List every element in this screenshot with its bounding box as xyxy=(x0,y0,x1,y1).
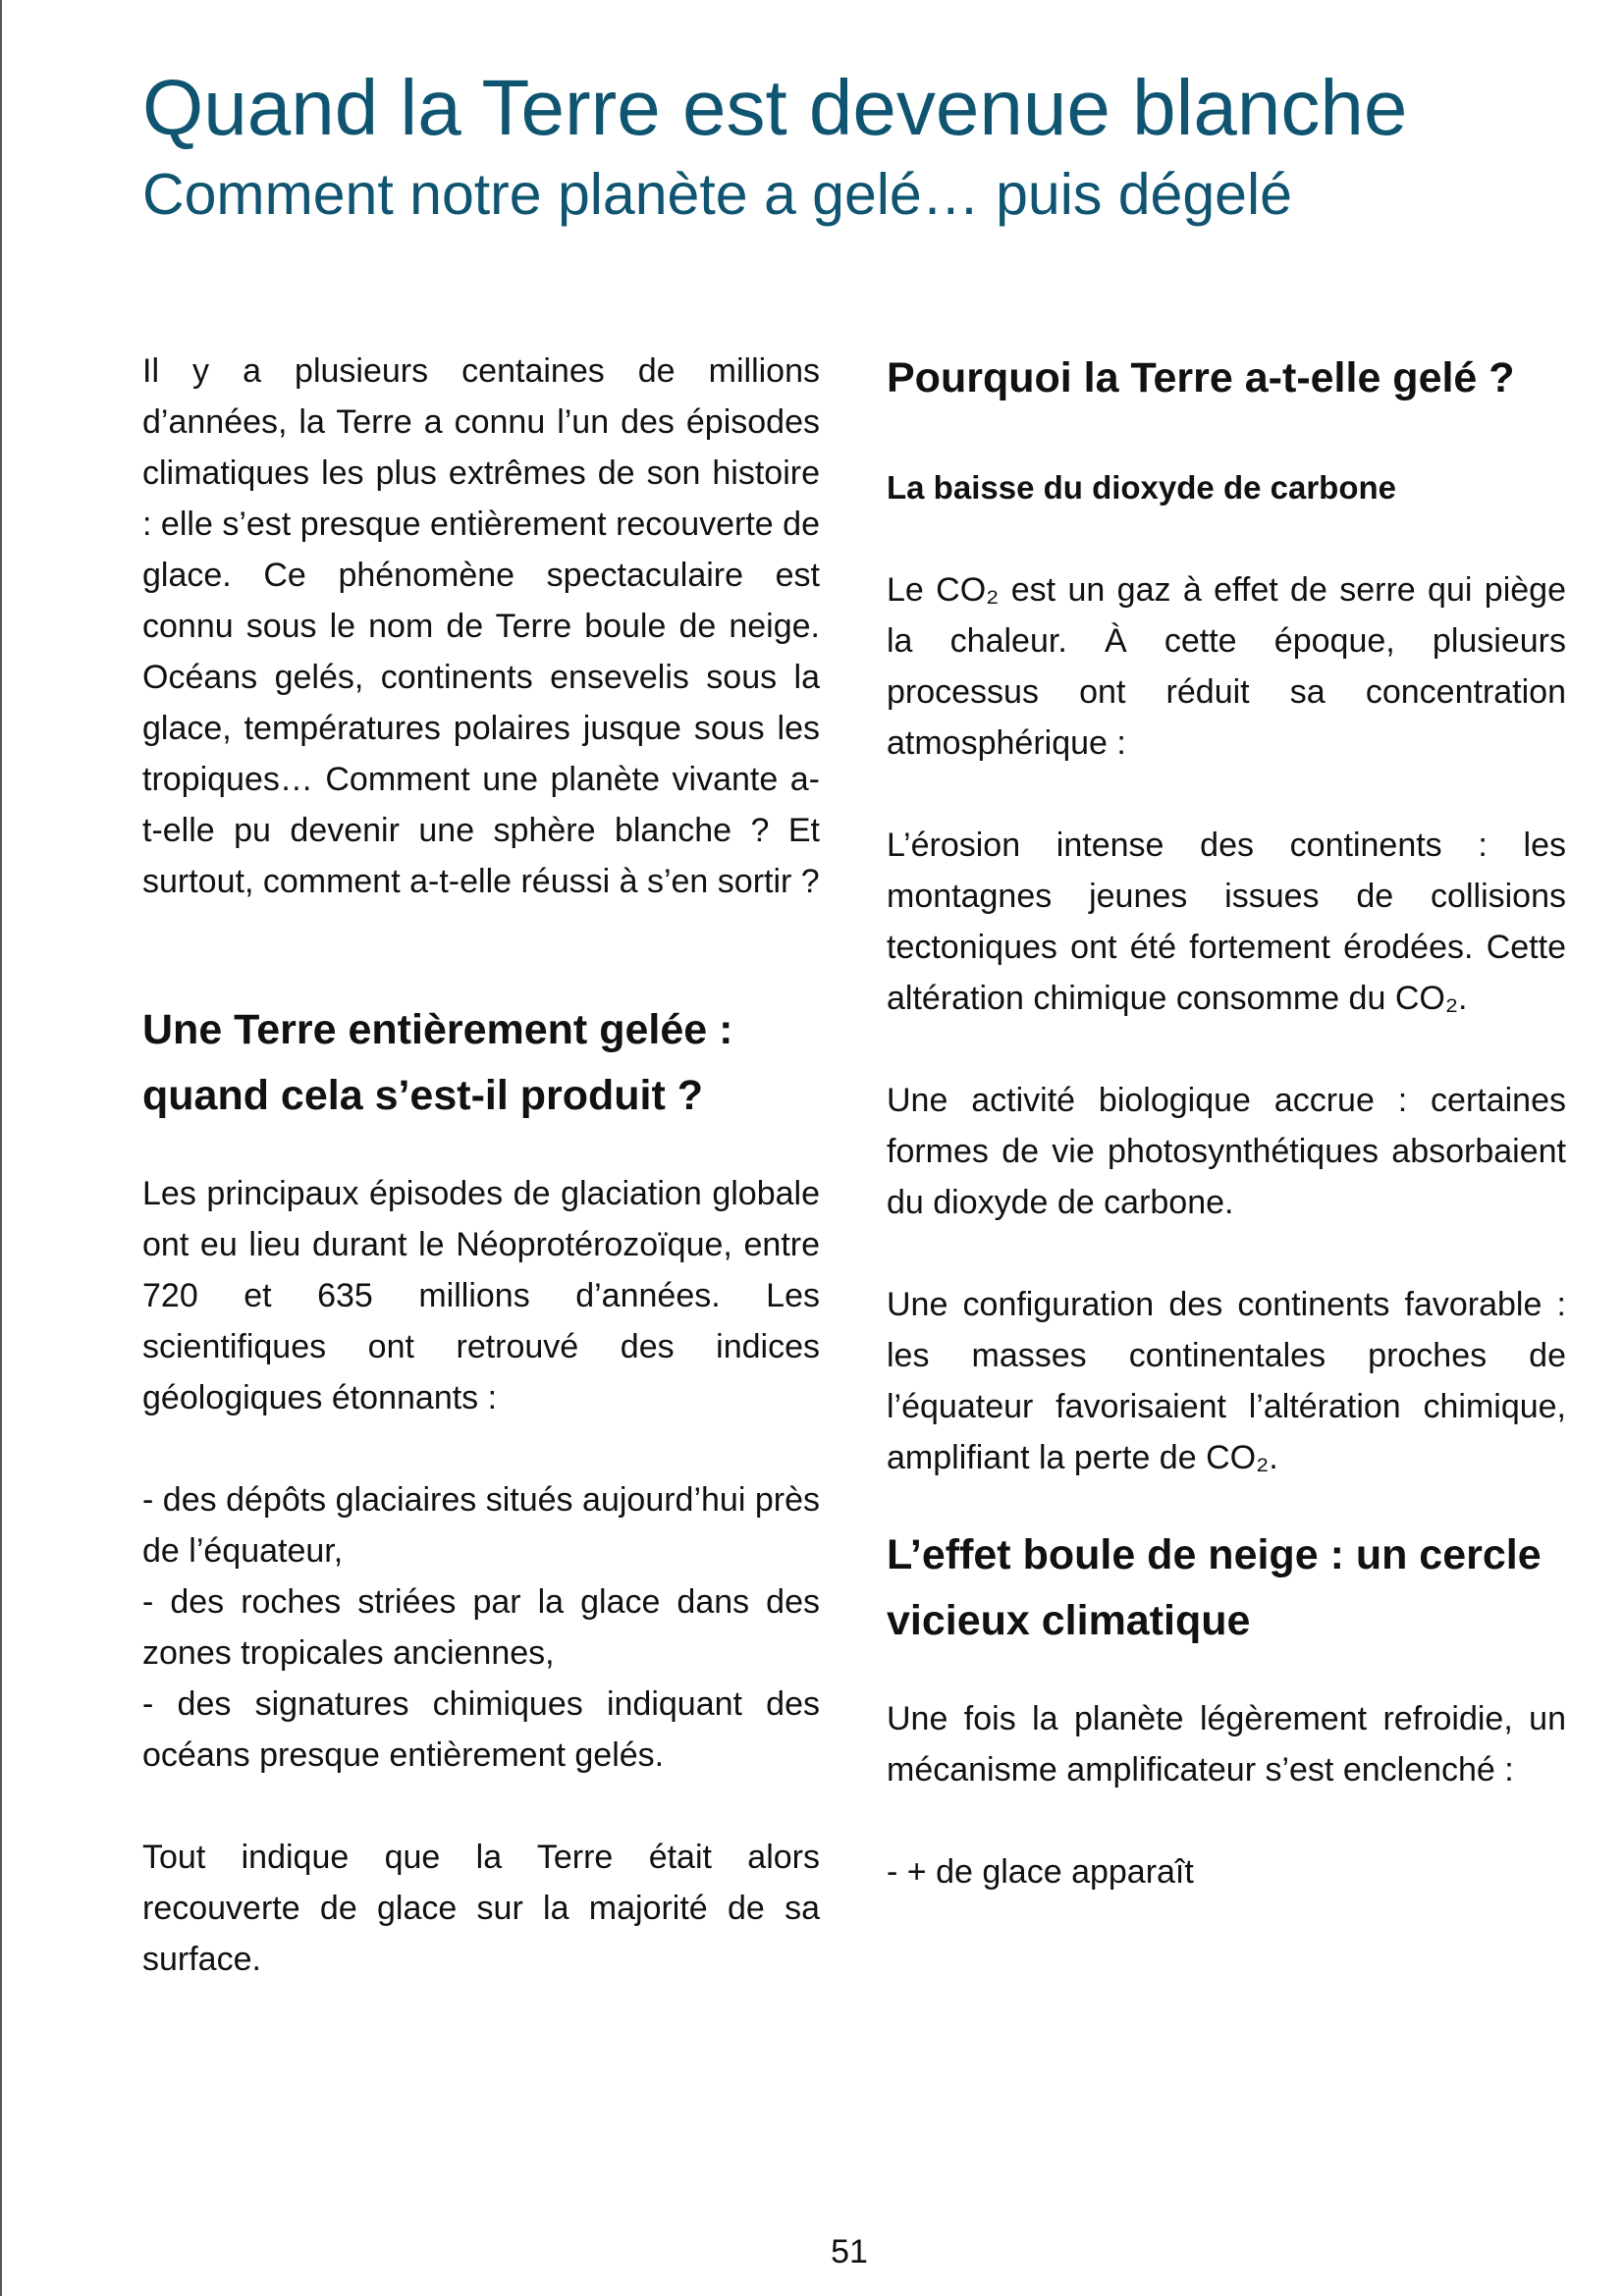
co2-paragraph: Le CO₂ est un gaz à effet de serre qui piège la chaleur. À cette époque, plusieurs processus ont réduit sa concentration atmosphérique : xyxy=(887,571,1566,762)
right-column xyxy=(887,346,1566,1897)
conclusion-paragraph: Tout indique que la Terre était alors recouverte de glace sur la majorité de sa surface. xyxy=(142,1839,820,1978)
page-subtitle: Comment notre planète a gelé… puis dégelé xyxy=(142,162,1292,227)
section-heading-when: Une Terre entièrement gelée : quand cela s’est-il produit ? xyxy=(142,1006,733,1119)
page-number: 51 xyxy=(831,2233,868,2270)
feedback-list xyxy=(887,1846,1566,1897)
biology-paragraph: Une activité biologique accrue : certaines formes de vie photosynthétiques absorbaient du dioxyde de carbone. xyxy=(887,1082,1566,1221)
continents-paragraph: Une configuration des continents favorable : les masses continentales proches de l’équateur favorisaient l’altération chimique, amplifiant la perte de CO₂. xyxy=(887,1286,1566,1476)
list-item: - des signatures chimiques indiquant des océans presque entièrement gelés. xyxy=(142,1685,820,1774)
section-heading-why: Pourquoi la Terre a-t-elle gelé ? xyxy=(887,354,1515,401)
section-heading-snowball: L’effet boule de neige : un cercle vicieux climatique xyxy=(887,1531,1542,1644)
page-header xyxy=(142,61,1556,230)
list-item: - + de glace apparaît xyxy=(887,1853,1194,1891)
left-column xyxy=(142,346,820,1985)
page-title: Quand la Terre est devenue blanche xyxy=(142,64,1408,151)
page-edge-border xyxy=(0,0,2,2296)
subheading-co2: La baisse du dioxyde de carbone xyxy=(887,469,1396,506)
list-item: - des roches striées par la glace dans des zones tropicales anciennes, xyxy=(142,1583,820,1672)
mechanism-paragraph: Une fois la planète légèrement refroidie, un mécanisme amplificateur s’est enclenché : xyxy=(887,1700,1566,1789)
list-item: - des dépôts glaciaires situés aujourd’hui près de l’équateur, xyxy=(142,1481,820,1570)
erosion-paragraph: L’érosion intense des continents : les montagnes jeunes issues de collisions tectoniques ont été fortement érodées. Cette altération chimique consomme du CO₂. xyxy=(887,827,1566,1017)
intro-paragraph: Il y a plusieurs centaines de millions d’années, la Terre a connu l’un des épisodes climatiques les plus extrêmes de son histoire : elle s’est presque entièrement recouverte de glace. Ce phénomène spectaculaire est connu sous le nom de Terre boule de neige. Océans gelés, continents ensevelis sous la glace, températures polaires jusque sous les tropiques… Comment une planète vivante a-t-elle pu devenir une sphère blanche ? Et surtout, comment a-t-elle réussi à s’en sortir ? xyxy=(142,352,820,900)
glaciation-paragraph: Les principaux épisodes de glaciation globale ont eu lieu durant le Néoprotérozoïque, entre 720 et 635 millions d’années. Les scientifiques ont retrouvé des indices géologiques étonnants : xyxy=(142,1175,820,1416)
evidence-list xyxy=(142,1474,820,1781)
